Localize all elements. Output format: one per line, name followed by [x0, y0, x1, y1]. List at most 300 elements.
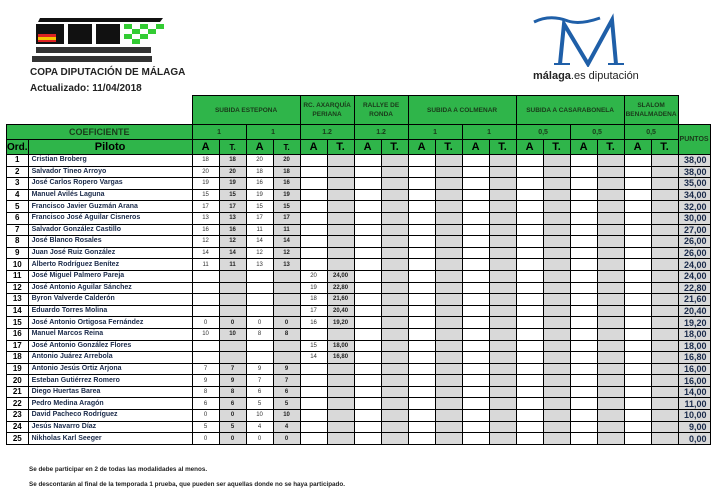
a-cell: 16 — [246, 178, 273, 190]
a-cell — [354, 363, 381, 375]
points-cell: 21,60 — [678, 294, 710, 306]
points-cell: 38,00 — [678, 155, 710, 167]
ord-cell: 7 — [7, 224, 29, 236]
points-cell: 30,00 — [678, 212, 710, 224]
points-cell: 10,00 — [678, 410, 710, 422]
a-cell — [462, 363, 489, 375]
t-cell — [651, 259, 678, 271]
a-cell: 16 — [300, 317, 327, 329]
a-cell — [408, 352, 435, 364]
a-cell — [354, 247, 381, 259]
a-cell — [570, 201, 597, 213]
event-header: SUBIDA A CASARABONELA — [516, 96, 624, 125]
a-cell — [408, 305, 435, 317]
a-cell — [408, 178, 435, 190]
a-cell: 12 — [246, 247, 273, 259]
sponsor-text-rest: .es diputación — [570, 70, 639, 82]
a-cell — [300, 247, 327, 259]
t-cell — [435, 340, 462, 352]
coef-label: COEFICIENTE — [7, 125, 193, 140]
t-cell — [381, 155, 408, 167]
a-cell — [516, 270, 543, 282]
a-cell — [570, 212, 597, 224]
t-cell: 20 — [219, 166, 246, 178]
a-cell — [408, 340, 435, 352]
t-cell — [597, 201, 624, 213]
table-row — [7, 236, 711, 248]
a-cell — [354, 433, 381, 445]
a-cell — [516, 340, 543, 352]
a-cell — [624, 294, 651, 306]
a-cell — [570, 305, 597, 317]
a-cell — [300, 363, 327, 375]
t-cell: 17 — [219, 201, 246, 213]
faa-logo — [28, 16, 168, 64]
a-cell: 0 — [192, 410, 219, 422]
t-cell — [273, 305, 300, 317]
points-cell: 27,00 — [678, 224, 710, 236]
a-cell — [462, 166, 489, 178]
t-cell — [597, 410, 624, 422]
a-cell — [516, 259, 543, 271]
a-cell — [462, 189, 489, 201]
t-cell — [597, 247, 624, 259]
ord-cell: 4 — [7, 189, 29, 201]
t-cell — [273, 270, 300, 282]
t-cell — [435, 259, 462, 271]
t-cell — [273, 294, 300, 306]
t-cell — [219, 352, 246, 364]
t-cell — [435, 270, 462, 282]
t-cell: 11 — [219, 259, 246, 271]
t-cell — [543, 328, 570, 340]
ord-cell: 25 — [7, 433, 29, 445]
a-cell — [354, 340, 381, 352]
t-cell — [435, 305, 462, 317]
coef-value: 1.2 — [300, 125, 354, 140]
t-cell — [381, 259, 408, 271]
a-cell: 0 — [192, 433, 219, 445]
t-cell — [489, 201, 516, 213]
pilot-name: Esteban Gutiérrez Romero — [28, 375, 192, 387]
a-cell — [354, 375, 381, 387]
points-cell: 19,20 — [678, 317, 710, 329]
t-cell — [597, 305, 624, 317]
t-cell — [543, 363, 570, 375]
t-cell — [327, 386, 354, 398]
t-cell — [381, 317, 408, 329]
t-cell — [435, 317, 462, 329]
a-cell — [570, 375, 597, 387]
table-row — [7, 259, 711, 271]
t-cell — [435, 201, 462, 213]
t-cell — [381, 328, 408, 340]
t-cell — [597, 421, 624, 433]
a-cell — [408, 398, 435, 410]
a-cell — [570, 340, 597, 352]
t-cell: 9 — [273, 363, 300, 375]
a-cell — [624, 259, 651, 271]
t-cell — [543, 317, 570, 329]
t-cell — [651, 270, 678, 282]
event-header: SLALOM BENALMADENA — [624, 96, 678, 125]
a-cell: 12 — [192, 236, 219, 248]
a-cell: 8 — [192, 386, 219, 398]
t-cell — [543, 259, 570, 271]
t-cell — [327, 236, 354, 248]
a-cell — [516, 155, 543, 167]
t-cell — [327, 189, 354, 201]
pilot-name: David Pacheco Rodríguez — [28, 410, 192, 422]
a-column-header: A — [192, 140, 219, 155]
a-cell: 19 — [192, 178, 219, 190]
a-cell — [462, 178, 489, 190]
t-cell — [489, 386, 516, 398]
events-header-row — [7, 96, 711, 125]
t-cell — [435, 328, 462, 340]
t-cell: 5 — [273, 398, 300, 410]
points-cell: 9,00 — [678, 421, 710, 433]
t-cell — [327, 421, 354, 433]
a-cell: 7 — [192, 363, 219, 375]
t-cell: 19 — [219, 178, 246, 190]
a-column-header: A — [246, 140, 273, 155]
a-column-header: A — [570, 140, 597, 155]
ord-cell: 8 — [7, 236, 29, 248]
a-cell — [300, 178, 327, 190]
t-cell — [327, 433, 354, 445]
a-cell — [192, 340, 219, 352]
t-cell — [651, 433, 678, 445]
table-row — [7, 294, 711, 306]
t-cell — [435, 386, 462, 398]
a-cell — [624, 386, 651, 398]
t-cell — [435, 433, 462, 445]
pilot-name: Pedro Medina Aragón — [28, 398, 192, 410]
coef-value: 0,5 — [570, 125, 624, 140]
t-cell — [651, 294, 678, 306]
t-cell: 4 — [273, 421, 300, 433]
a-cell — [408, 224, 435, 236]
a-cell: 15 — [192, 189, 219, 201]
a-cell — [354, 328, 381, 340]
pilot-name: Manuel Marcos Reina — [28, 328, 192, 340]
a-cell — [462, 224, 489, 236]
a-cell: 15 — [300, 340, 327, 352]
a-cell — [462, 155, 489, 167]
a-cell: 17 — [192, 201, 219, 213]
coef-row — [7, 125, 711, 140]
a-cell — [192, 352, 219, 364]
ord-cell: 10 — [7, 259, 29, 271]
table-row — [7, 340, 711, 352]
ord-cell: 14 — [7, 305, 29, 317]
t-cell — [381, 236, 408, 248]
a-cell: 20 — [192, 166, 219, 178]
points-cell: 26,00 — [678, 247, 710, 259]
a-cell — [462, 410, 489, 422]
coef-value: 1 — [408, 125, 462, 140]
a-cell — [192, 270, 219, 282]
table-row — [7, 201, 711, 213]
header-spacer — [678, 96, 710, 125]
coef-value: 0,5 — [624, 125, 678, 140]
a-cell — [462, 259, 489, 271]
t-column-header: T. — [489, 140, 516, 155]
t-cell: 17 — [273, 212, 300, 224]
t-column-header: T. — [543, 140, 570, 155]
table-row — [7, 328, 711, 340]
table-row — [7, 166, 711, 178]
a-cell — [354, 294, 381, 306]
table-row — [7, 282, 711, 294]
header-spacer — [7, 96, 193, 125]
t-cell — [435, 247, 462, 259]
t-cell: 0 — [219, 433, 246, 445]
t-cell — [381, 398, 408, 410]
a-cell — [192, 282, 219, 294]
a-cell — [300, 201, 327, 213]
t-cell: 14 — [219, 247, 246, 259]
points-cell: 14,00 — [678, 386, 710, 398]
t-cell — [381, 294, 408, 306]
t-cell — [489, 270, 516, 282]
t-cell — [435, 166, 462, 178]
a-cell — [462, 433, 489, 445]
a-cell — [570, 328, 597, 340]
ord-cell: 20 — [7, 375, 29, 387]
ord-cell: 22 — [7, 398, 29, 410]
a-cell — [408, 236, 435, 248]
table-row — [7, 155, 711, 167]
a-cell — [516, 294, 543, 306]
a-cell — [516, 236, 543, 248]
a-cell — [624, 421, 651, 433]
a-cell — [354, 305, 381, 317]
t-cell — [327, 363, 354, 375]
t-cell — [543, 282, 570, 294]
a-cell — [624, 201, 651, 213]
a-cell — [570, 294, 597, 306]
t-cell — [381, 282, 408, 294]
ord-cell: 13 — [7, 294, 29, 306]
a-cell — [570, 410, 597, 422]
a-cell: 19 — [300, 282, 327, 294]
t-cell: 13 — [273, 259, 300, 271]
a-cell — [462, 317, 489, 329]
t-column-header: T. — [597, 140, 624, 155]
pilot-name: Antonio Jesús Ortiz Arjona — [28, 363, 192, 375]
a-cell — [354, 317, 381, 329]
t-cell: 20,40 — [327, 305, 354, 317]
a-cell — [570, 386, 597, 398]
table-row — [7, 317, 711, 329]
t-cell — [489, 224, 516, 236]
t-column-header: T. — [327, 140, 354, 155]
a-cell — [570, 155, 597, 167]
t-cell — [219, 305, 246, 317]
t-cell — [597, 328, 624, 340]
ord-cell: 9 — [7, 247, 29, 259]
a-cell — [516, 375, 543, 387]
a-cell — [408, 212, 435, 224]
ord-cell: 19 — [7, 363, 29, 375]
a-cell — [354, 201, 381, 213]
a-cell — [624, 410, 651, 422]
t-cell — [435, 363, 462, 375]
points-cell: 18,00 — [678, 340, 710, 352]
table-row — [7, 433, 711, 445]
t-cell — [219, 270, 246, 282]
a-cell — [624, 155, 651, 167]
t-cell — [327, 398, 354, 410]
ord-cell: 2 — [7, 166, 29, 178]
t-cell — [543, 224, 570, 236]
ord-cell: 6 — [7, 212, 29, 224]
a-cell — [624, 282, 651, 294]
a-cell — [624, 433, 651, 445]
a-column-header: A — [624, 140, 651, 155]
t-column-header: T. — [651, 140, 678, 155]
t-cell — [597, 375, 624, 387]
sponsor-text-bold: málaga — [533, 70, 571, 82]
t-cell — [489, 212, 516, 224]
t-cell — [597, 155, 624, 167]
coef-value: 1 — [192, 125, 246, 140]
a-column-header: A — [354, 140, 381, 155]
t-cell — [597, 166, 624, 178]
t-cell: 18,00 — [327, 340, 354, 352]
a-cell — [570, 259, 597, 271]
t-cell: 9 — [219, 375, 246, 387]
t-cell — [435, 398, 462, 410]
t-cell: 0 — [273, 317, 300, 329]
a-cell — [516, 352, 543, 364]
a-cell — [246, 340, 273, 352]
t-cell — [489, 282, 516, 294]
a-cell: 7 — [246, 375, 273, 387]
a-cell — [516, 166, 543, 178]
a-cell — [516, 433, 543, 445]
a-cell — [354, 421, 381, 433]
pilot-name: José Antonio Ortigosa Fernández — [28, 317, 192, 329]
t-cell — [273, 352, 300, 364]
ord-cell: 18 — [7, 352, 29, 364]
a-cell — [570, 317, 597, 329]
t-cell — [651, 398, 678, 410]
a-cell — [570, 189, 597, 201]
t-cell — [651, 236, 678, 248]
t-cell: 6 — [273, 386, 300, 398]
event-header: SUBIDA ESTEPONA — [192, 96, 300, 125]
a-cell: 6 — [246, 386, 273, 398]
t-cell: 15 — [273, 201, 300, 213]
t-cell: 0 — [219, 410, 246, 422]
t-cell — [543, 352, 570, 364]
a-cell — [408, 433, 435, 445]
t-cell — [489, 294, 516, 306]
a-cell — [354, 352, 381, 364]
ord-cell: 15 — [7, 317, 29, 329]
ord-cell: 21 — [7, 386, 29, 398]
a-cell — [300, 421, 327, 433]
t-cell: 0 — [219, 317, 246, 329]
a-cell — [624, 224, 651, 236]
a-cell: 14 — [192, 247, 219, 259]
a-cell — [354, 155, 381, 167]
a-cell — [462, 270, 489, 282]
t-cell — [597, 259, 624, 271]
t-cell — [489, 155, 516, 167]
a-cell — [408, 201, 435, 213]
a-cell — [570, 352, 597, 364]
a-cell — [570, 247, 597, 259]
a-cell — [354, 282, 381, 294]
a-cell — [354, 410, 381, 422]
t-cell — [597, 433, 624, 445]
a-cell — [570, 363, 597, 375]
sponsor-text — [533, 70, 639, 82]
a-cell: 10 — [192, 328, 219, 340]
a-cell: 5 — [192, 421, 219, 433]
a-cell — [462, 398, 489, 410]
t-cell — [327, 178, 354, 190]
t-cell — [435, 410, 462, 422]
t-cell — [489, 247, 516, 259]
t-cell — [597, 352, 624, 364]
t-cell — [489, 375, 516, 387]
a-cell — [300, 433, 327, 445]
a-cell — [408, 363, 435, 375]
t-cell — [597, 398, 624, 410]
ord-cell: 12 — [7, 282, 29, 294]
t-cell — [651, 352, 678, 364]
t-cell — [543, 410, 570, 422]
t-cell — [435, 421, 462, 433]
a-cell — [300, 166, 327, 178]
a-cell: 18 — [246, 166, 273, 178]
a-cell — [300, 212, 327, 224]
a-cell — [516, 317, 543, 329]
t-cell — [651, 201, 678, 213]
t-cell — [651, 410, 678, 422]
piloto-header: Piloto — [28, 140, 192, 155]
a-cell — [516, 178, 543, 190]
t-cell — [381, 305, 408, 317]
a-cell: 0 — [246, 317, 273, 329]
a-cell — [354, 386, 381, 398]
t-cell — [435, 224, 462, 236]
ord-header: Ord. — [7, 141, 28, 153]
a-cell — [246, 270, 273, 282]
t-cell — [435, 155, 462, 167]
a-cell — [462, 340, 489, 352]
t-cell: 22,80 — [327, 282, 354, 294]
t-cell — [381, 363, 408, 375]
points-cell: 20,40 — [678, 305, 710, 317]
a-cell — [624, 236, 651, 248]
points-cell: 16,00 — [678, 375, 710, 387]
table-row — [7, 352, 711, 364]
ord-cell: 3 — [7, 178, 29, 190]
a-cell — [354, 398, 381, 410]
table-row — [7, 270, 711, 282]
a-cell — [624, 317, 651, 329]
t-cell: 18 — [219, 155, 246, 167]
t-cell — [489, 166, 516, 178]
a-cell — [354, 166, 381, 178]
a-cell — [354, 236, 381, 248]
